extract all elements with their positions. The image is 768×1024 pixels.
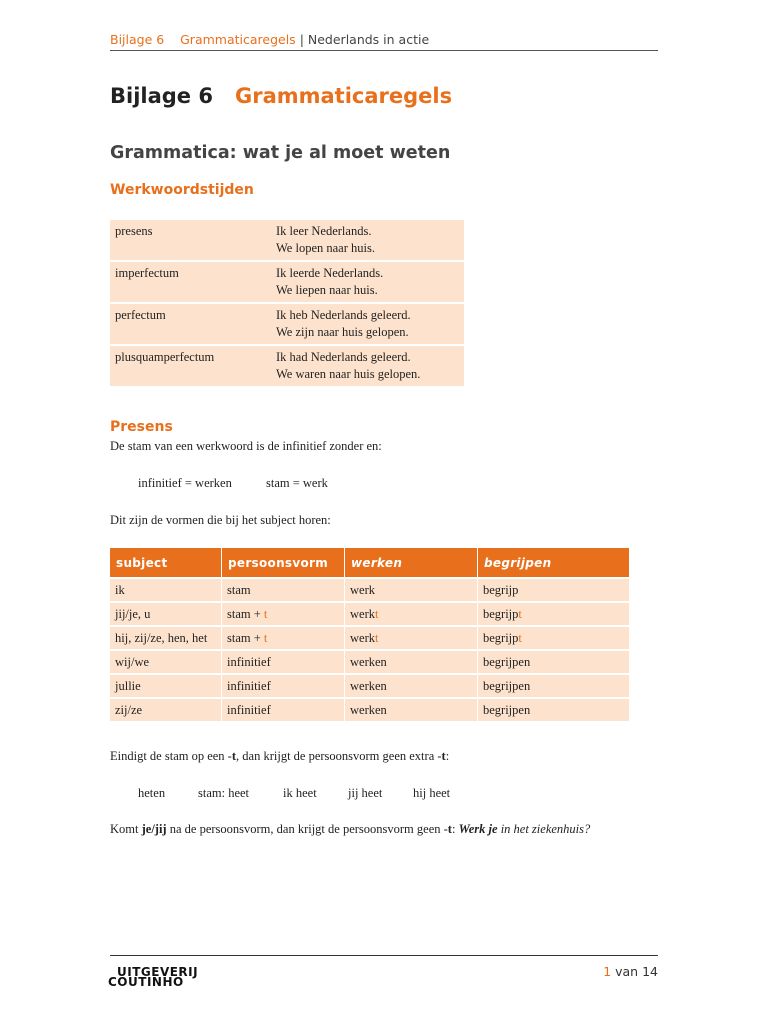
cell-subject: jij/je, u — [110, 602, 222, 626]
tense-example: Ik leerde Nederlands. We liepen naar huis. — [271, 261, 464, 303]
publisher-logo: UITGEVERIJ COUTINHO — [108, 965, 199, 989]
heten-example: heten — [138, 786, 166, 800]
table-row — [110, 698, 629, 721]
tense-example: Ik heb Nederlands geleerd. We zijn naar huis gelopen. — [271, 303, 464, 345]
page-title — [110, 84, 452, 108]
table-row — [110, 674, 629, 698]
stem-intro: De stam van een werkwoord is de infinitief zonder en: — [110, 439, 382, 453]
cell-begrijpen: begrijpen — [478, 674, 630, 698]
table-row — [110, 261, 464, 303]
cell-subject: jullie — [110, 674, 222, 698]
tense-name: plusquamperfectum — [110, 345, 271, 387]
table-row — [110, 220, 464, 261]
table-row — [110, 602, 629, 626]
title-grammaticaregels: Grammaticaregels — [234, 84, 453, 108]
example-stem: stam = werk — [266, 476, 328, 490]
header-section: Grammaticaregels — [180, 32, 296, 47]
cell-persoonsvorm: infinitief — [222, 674, 345, 698]
cell-begrijpen: begrijpen — [478, 698, 630, 721]
table-row — [110, 578, 629, 602]
section-heading: Grammatica: wat je al moet weten — [110, 143, 451, 163]
header-bijlage: Bijlage 6 — [110, 32, 165, 47]
heten-example: ik heet — [283, 786, 317, 800]
tense-name: imperfectum — [110, 261, 271, 303]
header-persoonsvorm: persoonsvorm — [222, 548, 345, 578]
cell-werken: werkt — [345, 626, 478, 650]
cell-begrijpen: begrijpt — [478, 626, 630, 650]
cell-persoonsvorm: infinitief — [222, 698, 345, 721]
cell-persoonsvorm: infinitief — [222, 650, 345, 674]
cell-subject: zij/ze — [110, 698, 222, 721]
table-row — [110, 345, 464, 387]
cell-werken: werk — [345, 578, 478, 602]
tense-name: perfectum — [110, 303, 271, 345]
header-rule — [110, 50, 658, 51]
cell-werken: werkt — [345, 602, 478, 626]
rule-stem-ends-t: Eindigt de stam op een -t, dan krijgt de persoonsvorm geen extra -t: — [110, 749, 450, 763]
heten-example: stam: heet — [198, 786, 250, 800]
table-header-row — [110, 548, 629, 578]
cell-subject: wij/we — [110, 650, 222, 674]
cell-persoonsvorm: stam + t — [222, 602, 345, 626]
table-row — [110, 303, 464, 345]
cell-werken: werken — [345, 650, 478, 674]
running-header — [110, 32, 429, 47]
cell-werken: werken — [345, 674, 478, 698]
presens-heading: Presens — [110, 419, 173, 435]
table-row — [110, 626, 629, 650]
header-werken: werken — [345, 548, 478, 578]
heten-example: hij heet — [413, 786, 451, 800]
table-row — [110, 650, 629, 674]
heten-example: jij heet — [348, 786, 383, 800]
cell-werken: werken — [345, 698, 478, 721]
tense-table — [110, 220, 464, 388]
cell-subject: ik — [110, 578, 222, 602]
cell-begrijpen: begrijp — [478, 578, 630, 602]
forms-intro: Dit zijn de vormen die bij het subject horen: — [110, 513, 331, 527]
cell-begrijpen: begrijpt — [478, 602, 630, 626]
tense-example: Ik had Nederlands geleerd. We waren naar huis gelopen. — [271, 345, 464, 387]
title-bijlage: Bijlage 6 — [110, 84, 213, 108]
tense-name: presens — [110, 220, 271, 261]
werkwoordstijden-heading: Werkwoordstijden — [110, 182, 254, 198]
cell-subject: hij, zij/ze, hen, het — [110, 626, 222, 650]
header-separator: | — [299, 32, 304, 47]
header-book: Nederlands in actie — [307, 32, 430, 47]
header-begrijpen: begrijpen — [478, 548, 630, 578]
cell-persoonsvorm: stam — [222, 578, 345, 602]
page-number: 1 van 14 — [603, 964, 658, 979]
cell-persoonsvorm: stam + t — [222, 626, 345, 650]
tense-example: Ik leer Nederlands. We lopen naar huis. — [271, 220, 464, 261]
footer-rule — [110, 955, 658, 956]
example-infinitive: infinitief = werken — [138, 476, 232, 490]
cell-begrijpen: begrijpen — [478, 650, 630, 674]
conjugation-table — [110, 548, 629, 721]
header-subject: subject — [110, 548, 222, 578]
rule-je-jij: Komt je/jij na de persoonsvorm, dan krijgt de persoonsvorm geen -t: Werk je in het ziekenhuis? — [110, 822, 591, 836]
